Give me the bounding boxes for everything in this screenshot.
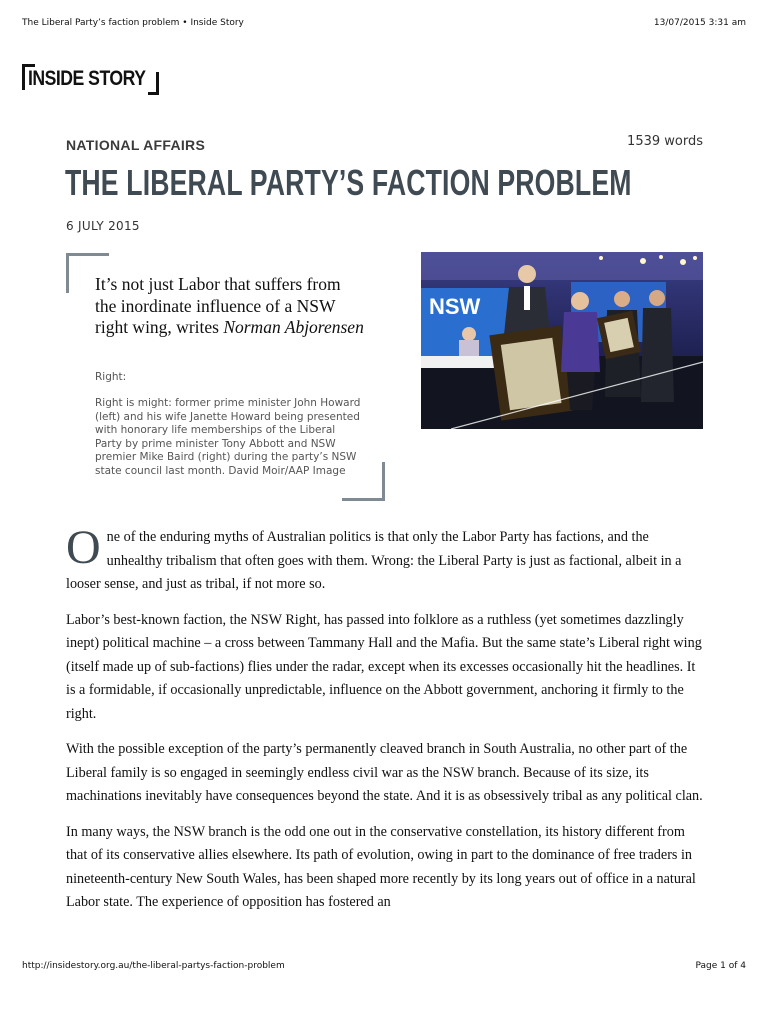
article-date: 6 JULY 2015	[66, 219, 140, 233]
print-footer	[22, 961, 746, 971]
site-logo[interactable]	[22, 60, 160, 98]
logo-text: INSIDE STORY	[28, 67, 146, 90]
logo-bracket-bottom-right	[148, 72, 159, 95]
body-paragraph-1	[66, 521, 706, 597]
photo-illustration	[421, 252, 703, 429]
body-paragraph-2: Labor’s best-known faction, the NSW Right, has passed into folklore as a ruthless (yet sometimes dazzlingly inept) political machine – a cross between Tammany Hall and the Mafia. But the same state’s Liberal right wing (itself made up of sub-factions) flies under the radar, except when its excesses occasionally hit the headlines. It is a formidable, if occasionally unpredictable, influence on the Abbott government, anchoring it firmly to the right.	[66, 611, 702, 722]
word-count: 1539 words	[627, 134, 703, 149]
body-paragraph-3: With the possible exception of the party’s permanently cleaved branch in South Australia, no other part of the Liberal family is so engaged in seemingly endless civil war as the NSW branch. Because of its size, its machinations inevitably have consequences beyond the state. And it is as obsessively tribal as any political clan.	[66, 741, 703, 804]
body-paragraph-4: In many ways, the NSW branch is the odd one out in the conservative constellation, its history different from that of its conservative allies elsewhere. Its path of evolution, owing in part to the dominance of free traders in nineteenth-century New South Wales, has been shaped more recently by its long years out of office in a natural Labor state. The experience of opposition has fostered an	[66, 823, 696, 910]
standfirst	[95, 274, 365, 339]
article-title: THE LIBERAL PARTY’S FACTION PROBLEM	[65, 162, 632, 203]
author-name[interactable]: Norman Abjorensen	[223, 317, 364, 337]
print-page-title: The Liberal Party’s faction problem • Inside Story	[22, 18, 244, 28]
print-header	[22, 18, 746, 28]
print-timestamp: 13/07/2015 3:31 am	[653, 18, 746, 28]
section-label[interactable]: NATIONAL AFFAIRS	[66, 137, 206, 153]
photo-backdrop-text: NSW	[429, 294, 481, 319]
article-photo	[421, 252, 703, 429]
print-page-number: Page 1 of 4	[695, 961, 746, 971]
standfirst-text: It’s not just Labor that suffers from the inordinate influence of a NSW right wing, writes	[95, 274, 341, 337]
standfirst-bracket-bottom-right	[342, 462, 385, 501]
caption-label: Right:	[95, 371, 127, 383]
body-paragraph-1-text: ne of the enduring myths of Australian politics is that only the Labor Party has factions, and the unhealthy tribalism that often goes with them. Wrong: the Liberal Party is just as factional, albeit in a looser sense, and just as tribal, if not more so.	[66, 529, 682, 592]
print-url[interactable]: http://insidestory.org.au/the-liberal-partys-faction-problem	[22, 961, 285, 971]
photo-caption: Right is might: former prime minister John Howard (left) and his wife Janette Howard being presented with honorary life memberships of the Liberal Party by prime minister Tony Abbott and NSW premier Mike Baird (right) during the party’s NSW state council last month. David Moir/AAP Image	[95, 397, 361, 477]
article-body	[66, 521, 706, 927]
drop-cap: O	[66, 521, 101, 574]
